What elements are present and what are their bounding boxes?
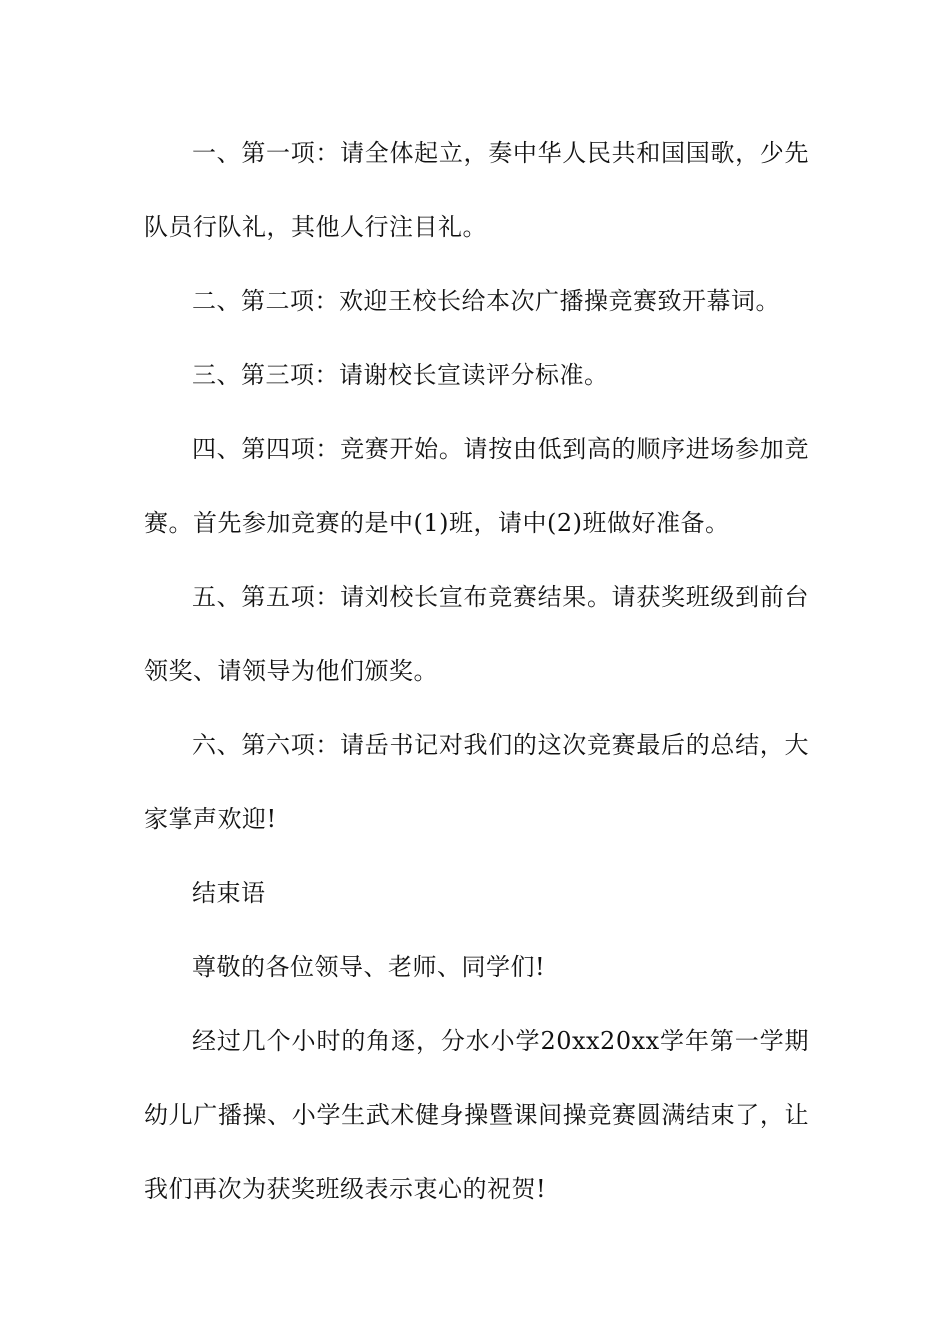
- salutation: 尊敬的各位领导、老师、同学们!: [192, 953, 546, 981]
- paragraph-item-3: 三、第三项：请谢校长宣读评分标准。: [192, 361, 609, 389]
- paragraph-item-4: 四、第四项：竞赛开始。请按由低到高的顺序进场参加竞赛。首先参加竞赛的是中(1)班，请中(2)班做好准备。: [144, 435, 809, 537]
- section-heading: 结束语: [192, 879, 266, 907]
- paragraph-item-2: 二、第二项：欢迎王校长给本次广播操竞赛致开幕词。: [192, 287, 780, 315]
- document-body: [144, 116, 809, 1226]
- paragraph-item-1: 一、第一项：请全体起立，奏中华人民共和国国歌，少先队员行队礼，其他人行注目礼。: [144, 139, 809, 241]
- paragraph-item-5: 五、第五项：请刘校长宣布竞赛结果。请获奖班级到前台领奖、请领导为他们颁奖。: [144, 583, 809, 685]
- closing-paragraph: 经过几个小时的角逐，分水小学20xx20xx学年第一学期幼儿广播操、小学生武术健身操暨课间操竞赛圆满结束了，让我们再次为获奖班级表示衷心的祝贺!: [144, 1027, 809, 1203]
- paragraph-item-6: 六、第六项：请岳书记对我们的这次竞赛最后的总结，大家掌声欢迎!: [144, 731, 809, 833]
